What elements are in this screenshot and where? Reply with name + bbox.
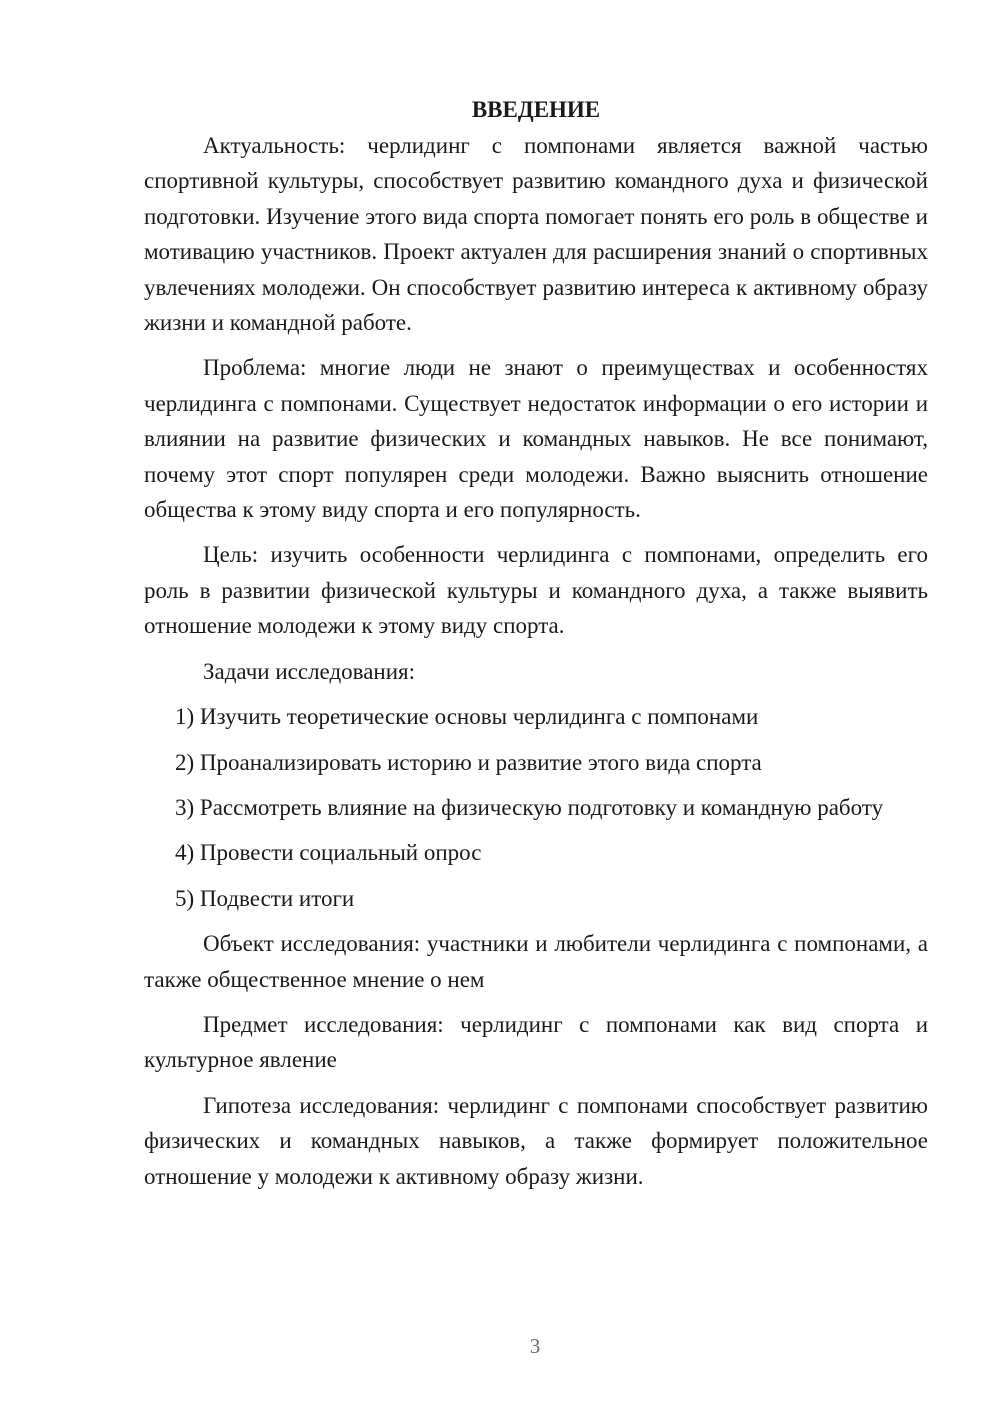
- section-heading: ВВЕДЕНИЕ: [471, 97, 601, 122]
- object-paragraph: Объект исследования: участники и любители черлидинга с помпонами, а также общественное мнение о нем: [144, 931, 928, 992]
- problem-paragraph: Проблема: многие люди не знают о преимуществах и особенностях черлидинга с помпонами. Существует недостаток информации о его истории и влиянии на развитие физических и командных навыков. Не все понимают, почему этот спорт популярен среди молодежи. Важно выяснить отношение общества к этому виду спорта и его популярность.: [144, 355, 928, 523]
- document-page: [144, 92, 928, 1194]
- tasks-title: Задачи исследования:: [203, 658, 416, 684]
- task-item-1: 1) Изучить теоретические основы черлидинга с помпонами: [175, 704, 759, 730]
- goal-paragraph: Цель: изучить особенности черлидинга с помпонами, определить его роль в развитии физической культуры и командного духа, а также выявить отношение молодежи к этому виду спорта.: [144, 542, 928, 639]
- subject-paragraph: Предмет исследования: черлидинг с помпонами как вид спорта и культурное явление: [144, 1011, 928, 1073]
- task-item-4: 4) Провести социальный опрос: [175, 840, 482, 866]
- relevance-paragraph: Актуальность: черлидинг с помпонами является важной частью спортивной культуры, способствует развитию командного духа и физической подготовки. Изучение этого вида спорта помогает понять его роль в обществе и мотивацию участников. Проект актуален для расширения знаний о спортивных увлечениях молодежи. Он способствует развитию интереса к активному образу жизни и командной работе.: [144, 133, 928, 336]
- page-number: 3: [529, 1334, 541, 1358]
- task-item-3: 3) Рассмотреть влияние на физическую подготовку и командную работу: [175, 794, 884, 820]
- task-item-5: 5) Подвести итоги: [175, 885, 355, 911]
- hypothesis-paragraph: Гипотеза исследования: черлидинг с помпонами способствует развитию физических и командных навыков, а также формирует положительное отношение у молодежи к активному образу жизни.: [144, 1092, 928, 1189]
- task-item-2: 2) Проанализировать историю и развитие этого вида спорта: [175, 749, 762, 775]
